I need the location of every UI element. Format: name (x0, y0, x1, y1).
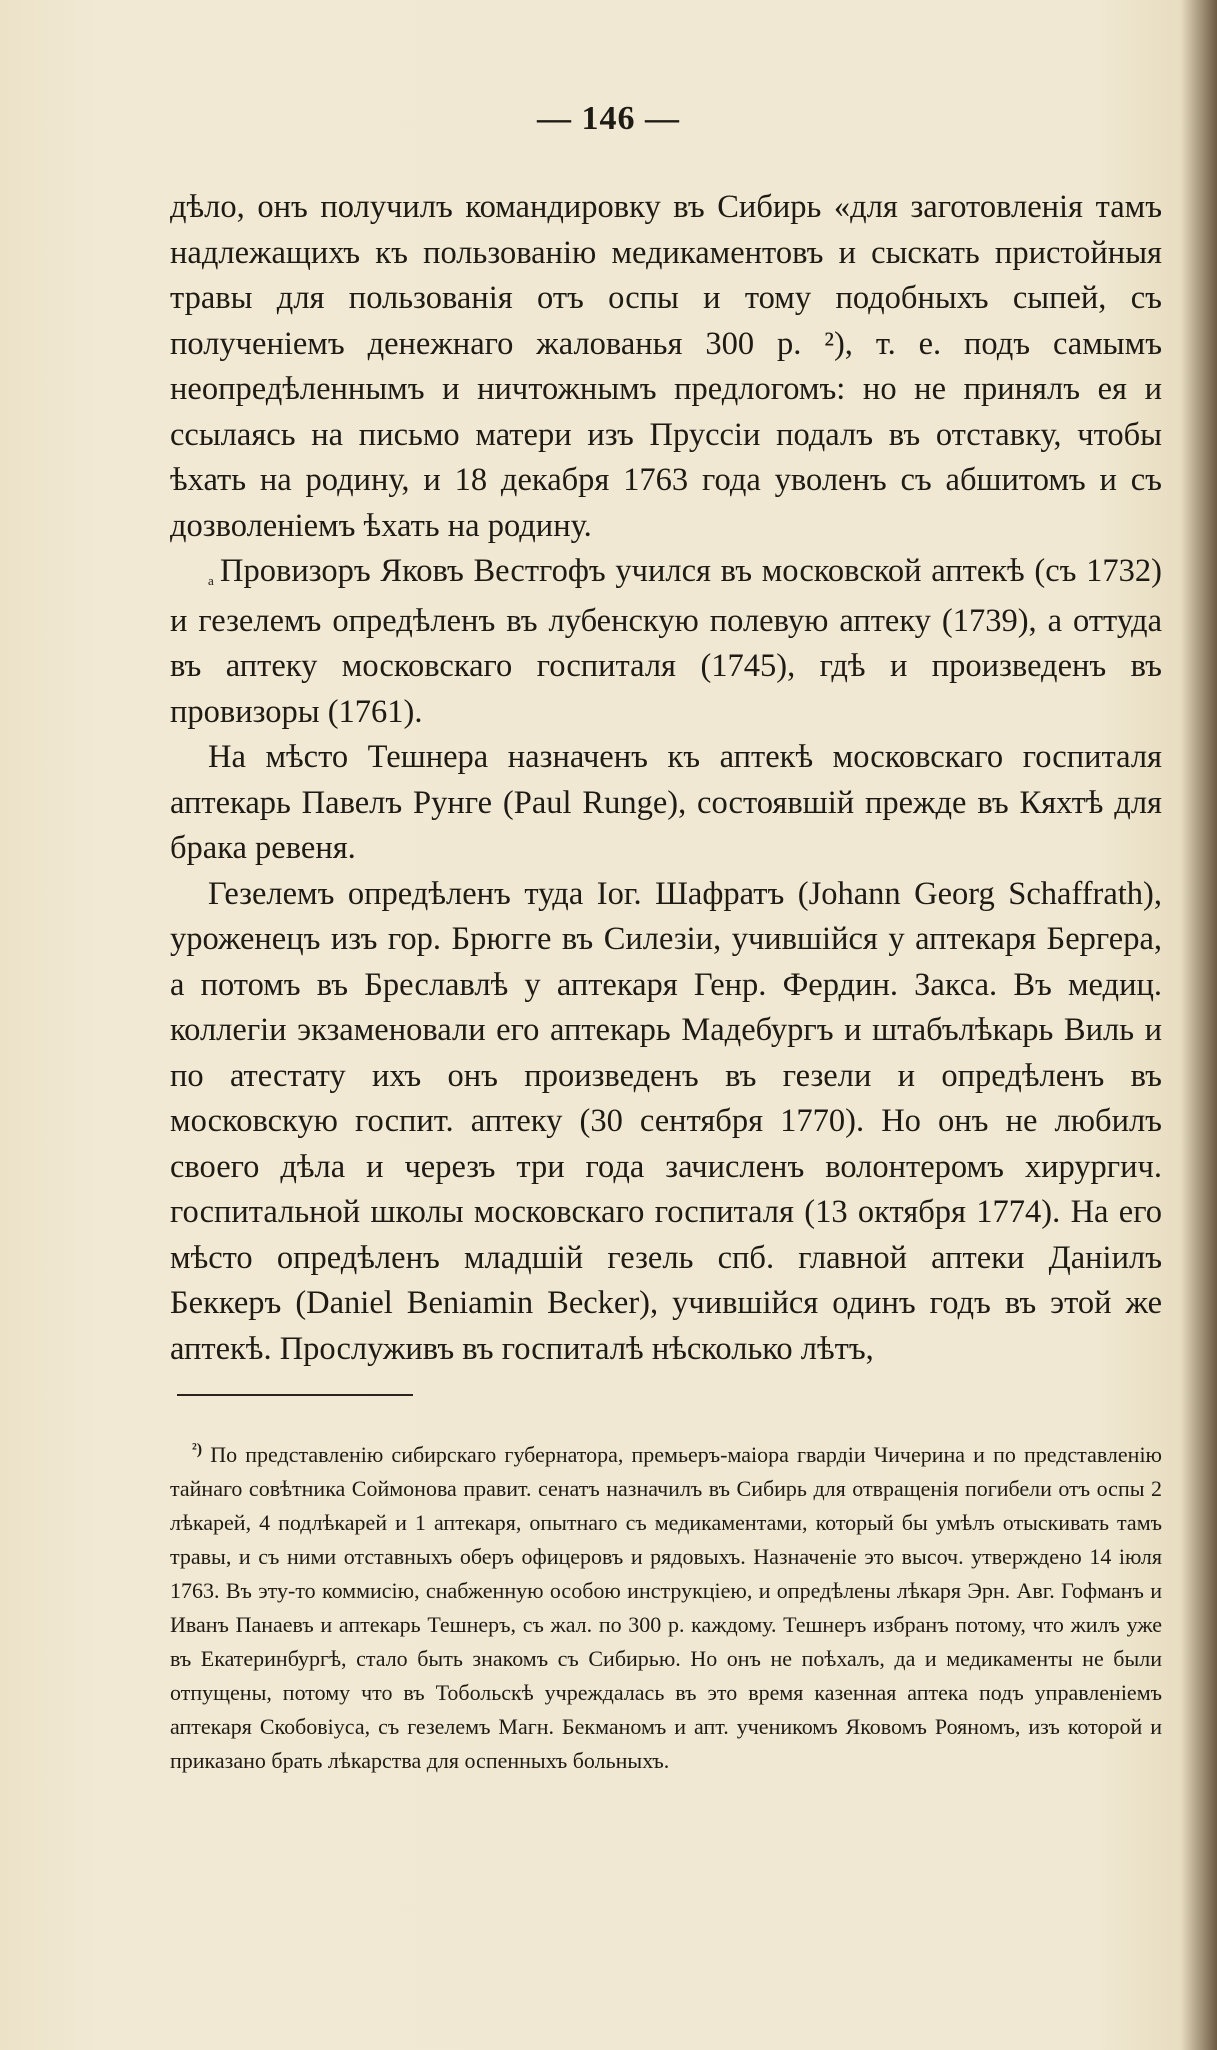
footnote-marker: ²) (192, 1441, 203, 1458)
footnote-text: По представленію сибирскаго губернатора, премьеръ-маіора гвардіи Чичерина и по представленію тайнаго совѣтника Соймонова правит. сенатъ назначилъ въ Сибирь для отвращенія погибели отъ оспы 2 лѣкарей, 4 подлѣкарей и 1 аптекаря, опытнаго съ медикаментами, который бы умѣлъ отыскивать тамъ травы, и съ ними отставныхъ оберъ офицеровъ и рядовыхъ. Назначеніе это высоч. утверждено 14 іюля 1763. Въ эту-то коммисію, снабженную особою инструкціею, и опредѣлены лѣкаря Эрн. Авг. Гофманъ и Иванъ Панаевъ и аптекарь Тешнеръ, съ жал. по 300 р. каждому. Тешнеръ избранъ потому, что жилъ уже въ Екатеринбургѣ, стало быть знакомъ съ Сибирью. Но онъ не поѣхалъ, да и медикаменты не были отпущены, потому что въ Тобольскѣ учреждалась въ это время казенная аптека подъ управленіемъ аптекаря Скобовіуса, съ гезелемъ Магн. Бекманомъ и апт. ученикомъ Яковомъ Рояномъ, изъ которой и приказано брать лѣкарства для оспенныхъ больныхъ. (170, 1442, 1162, 1773)
page-number: — 146 — (537, 100, 680, 137)
paragraph-2-text: Провизоръ Яковъ Вестгофъ учился въ московской аптекѣ (съ 1732) и гезелемъ опредѣленъ въ лубенскую полевую аптеку (1739), а оттуда въ аптеку московскаго госпиталя (1745), гдѣ и произведенъ въ провизоры (1761). (170, 553, 1162, 730)
footnote-paragraph (170, 1433, 1162, 1778)
footnote-separator (177, 1394, 413, 1396)
paragraph-1: дѣло, онъ получилъ командировку въ Сибирь «для заготовленія тамъ надлежащихъ къ пользованію медикаментовъ и сыскать пристойныя травы для пользованія отъ оспы и тому подобныхъ сыпей, съ полученіемъ денежнаго жалованья 300 р. ²), т. е. подъ самымъ неопредѣленнымъ и ничтожнымъ предлогомъ: но не принялъ ея и ссылаясь на письмо матери изъ Пруссіи подалъ въ отставку, чтобы ѣхать на родину, и 18 декабря 1763 года уволенъ съ абшитомъ и съ дозволеніемъ ѣхать на родину. (170, 189, 1162, 544)
paragraph-2 (170, 549, 1162, 735)
main-text (170, 185, 1162, 1372)
paragraph-4: Гезелемъ опредѣленъ туда Іог. Шафратъ (Johann Georg Schaffrath), уроженецъ изъ гор. Брюгге въ Силезіи, учившійся у аптекаря Бергера, а потомъ въ Бреславлѣ у аптекаря Генр. Фердин. Закса. Въ медиц. коллегіи экзаменовали его аптекарь Мадебургъ и штабълѣкарь Виль и по атестату ихъ онъ произведенъ въ гезели и опредѣленъ въ московскую госпит. аптеку (30 сентября 1770). Но онъ не любилъ своего дѣла и черезъ три года зачисленъ волонтеромъ хирургич. госпитальной школы московскаго госпиталя (13 октября 1774). На его мѣсто опредѣленъ младшій гезель спб. главной аптеки Даніилъ Беккеръ (Daniel Beniamin Becker), учившійся одинъ годъ въ этой же аптекѣ. Прослуживъ въ госпиталѣ нѣсколько лѣтъ, (170, 875, 1162, 1367)
paragraph-3: На мѣсто Тешнера назначенъ къ аптекѣ московскаго госпиталя аптекарь Павелъ Рунге (Paul Runge), состоявшій прежде въ Кяхтѣ для брака ревеня. (170, 739, 1162, 866)
footnote (170, 1433, 1162, 1778)
margin-mark: ₐ (208, 563, 215, 588)
